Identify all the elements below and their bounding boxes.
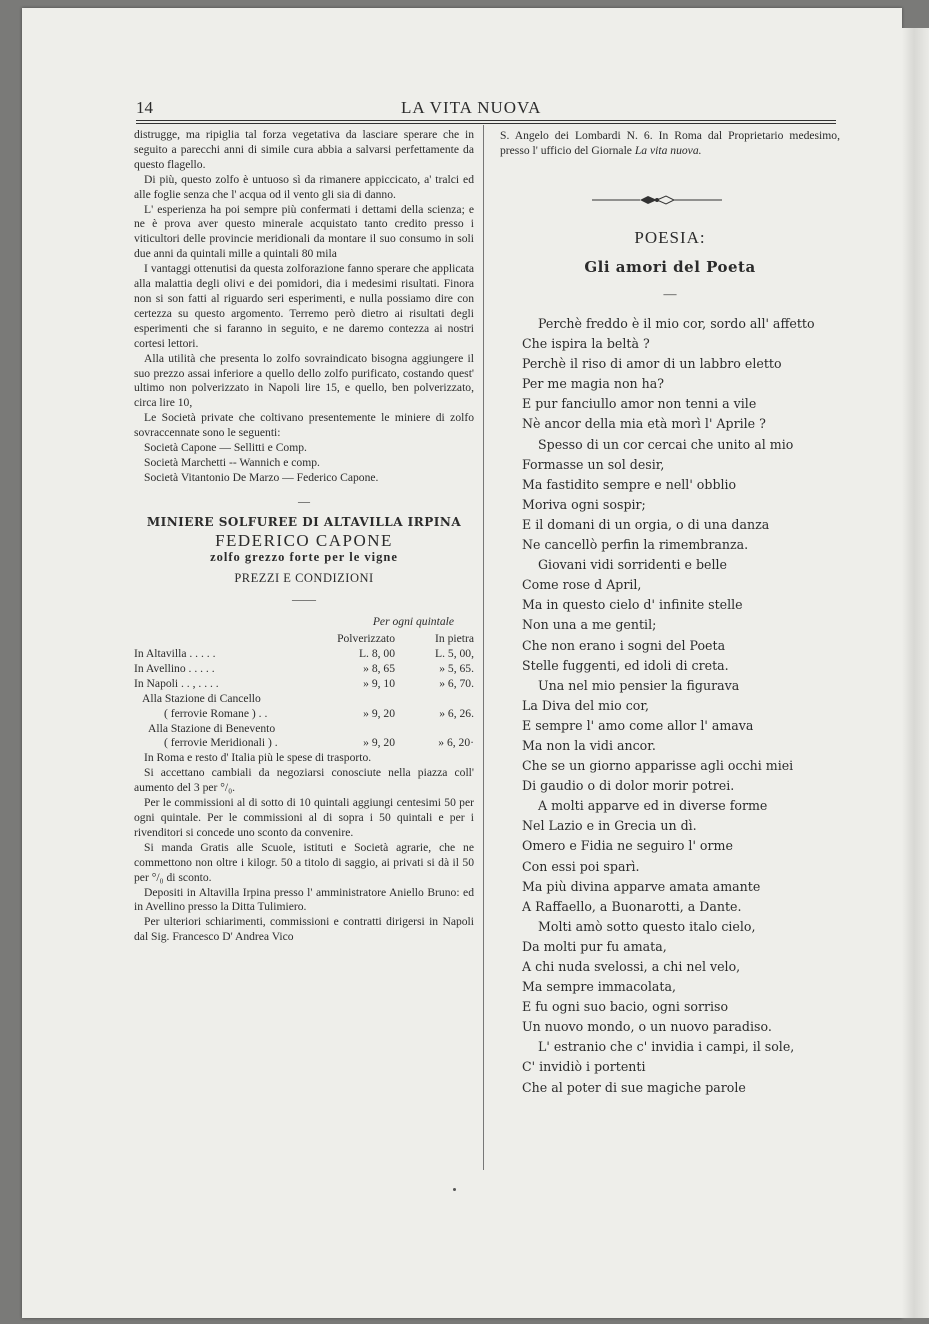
company-item: Società Capone — Sellitti e Comp. [144,441,307,455]
poem-verse: Stelle fuggenti, ed idoli di creta. [522,657,729,673]
table-row [134,707,474,722]
advert-product: zolfo grezzo forte per le vigne [210,550,398,565]
page-fold-shadow [902,28,929,1318]
poem-verse: L' estranio che c' invidia i campi, il sole, [538,1039,795,1055]
poem-verse: Ma in questo cielo d' infinite stelle [522,597,743,613]
poem-title: Gli amori del Poeta [584,258,756,276]
intro-journal-name: La vita nuova. [634,144,702,157]
company-item: Società Vitantonio De Marzo — Federico Capone. [144,470,379,484]
right-column [500,128,840,1095]
poem-verse: Moriva ogni sospir; [522,496,646,512]
place-cell: In Avellino . . . . . [134,661,215,675]
advert-prices-heading: PREZZI E CONDIZIONI [234,571,374,586]
table-row [134,692,474,707]
poem-verse: Molti amò sotto questo italo cielo, [538,918,756,934]
left-column [134,128,474,945]
place-cell: Alla Stazione di Benevento [148,721,276,735]
paragraph: Di più, questo zolfo è untuoso sì da rimanere appiccicato, a' tralci ed alle foglie senza che l' acqua od il vento gli sia di danno. [134,172,474,201]
powdered-cell: L. 8, 00 [358,647,396,660]
powdered-cell: » 9, 10 [363,676,396,690]
poem-verse: La Diva del mio cor, [522,697,650,713]
poem-verse: A chi nuda svelossi, a chi nel velo, [522,959,741,974]
poem-verse: A molti apparve ed in diverse forme [538,798,768,814]
table-row [134,677,474,692]
advert-title: MINIERE SOLFUREE DI ALTAVILLA IRPINA [146,514,462,529]
poem-verse: Come rose d April, [522,577,642,593]
ornament-divider-icon [592,194,722,206]
condition-paragraph: Per le commissioni al di sotto di 10 quintali aggiungi centesimi 50 per ogni quintale. Per le commissioni al di sopra i 50 quintali e per i rivenditori si concede uno sconto da convenire. [134,796,474,839]
poem-verse: Che ispira la beltà ? [522,336,650,352]
stone-cell: » 6, 26. [439,706,474,720]
paragraph: Le Società private che coltivano presentemente le miniere di zolfo sovraccennate sono le seguenti: [134,411,474,440]
poem-verse: Una nel mio pensier la figurava [538,677,740,693]
powdered-cell: » 8, 65 [363,661,396,675]
poem-verse: E fu ogni suo bacio, ogni sorriso [522,999,729,1015]
journal-title: LA VITA NUOVA [401,98,542,117]
poem-verse: Non una a me gentil; [522,617,657,633]
separator-dash: — [298,493,310,508]
stone-cell [403,722,474,737]
poem-verse: Ma sempre immacolata, [522,979,676,995]
paragraph: Alla utilità che presenta lo zolfo sovraindicato bisogna aggiungere il suo prezzo assai inferiore a quello dello zolfo purificato, costando quest' ultimo non polverizzato in Napoli lire 15, e quello, ben polverizzato, circa lire 10, [134,351,474,410]
column-divider [483,125,484,1170]
company-item: Società Marchetti -- Wannich e comp. [144,455,320,469]
paragraph: L' esperienza ha poi sempre più confermati i dettami della scienza; e ne è prova aver questo minerale acquistato tanto credito presso i viticultori delle provincie meridionali da montare il suo consumo in soli due anni da quintali mille a quintali 80 mila [134,202,474,261]
condition-paragraph: Depositi in Altavilla Irpina presso l' amministratore Aniello Bruno: ed in Avellino presso la Ditta Tulimiero. [134,885,474,914]
intro-text: S. Angelo dei Lombardi N. 6. In Roma dal Proprietario medesimo, presso l' ufficio del Giornale [500,129,840,157]
stone-cell: L. 5, 00, [435,647,474,660]
poem-verse: Ma più divina apparve amata amante [522,878,761,894]
table-row [134,662,474,677]
poem-verse: Da molti pur fu amata, [522,938,667,954]
poem-verse: Spesso di un cor cercai che unito al mio [538,436,794,452]
per-quintal-label: Per ogni quintale [372,615,454,629]
place-cell: In Napoli . . , . . . . [134,676,219,690]
poem-verse: Nel Lazio e in Grecia un dì. [522,818,697,834]
place-cell: ( ferrovie Romane ) . . [164,706,268,720]
page-header [136,90,836,120]
poem-verse: E sempre l' amo come allor l' amava [522,717,754,733]
condition-paragraph: Si manda Gratis alle Scuole, istituti e Società agrarie, che ne commettono non oltre i kilogr. 50 a titolo di saggio, ai privati si dà il 50 per °/₀ di sconto. [134,840,474,884]
place-cell: Alla Stazione di Cancello [142,691,261,705]
powdered-cell: » 9, 20 [363,706,396,720]
page-number: 14 [136,98,153,117]
paragraph: I vantaggi ottenutisi da questa zolforazione fanno sperare che applicata alla malattia degli olivi e dei pomidori, dia i medesimi risultati. Finora non si son fatti al riguardo seri esperimenti, e nulla possiamo dire con certezza su questo argomento. Terremo però dietro ai risultati degli esperimenti che si faranno in seguito, e ne daremo contezza ai nostri cortesi lettori. [134,262,474,350]
paragraph: distrugge, ma ripiglia tal forza vegetativa da lasciare sperare che in seguito a parecchi anni di simile cura abbia a salvarsi perfettamente da questo flagello. [134,128,474,171]
price-table [134,632,474,751]
table-row [134,647,474,662]
poem-verse: Con essi poi sparì. [522,858,640,874]
place-cell: In Altavilla . . . . . [134,647,216,660]
separator-dash: —— [292,592,316,607]
col-stone: In pietra [435,632,474,646]
poem-verse: Di gaudio o di dolor morir potrei. [522,778,735,794]
separator-dash: — [663,286,677,301]
poem-verse: Ma fastidito sempre e nell' obblio [522,476,737,492]
poem-verse: Che al poter di sue magiche parole [522,1079,746,1095]
poem-verse: E il domani di un orgia, o di una danza [522,516,770,532]
place-cell: ( ferrovie Meridionali ) . [164,736,278,750]
condition-paragraph: Per ulteriori schiarimenti, commissioni e contratti dirigersi in Napoli dal Sig. Francesco D' Andrea Vico [134,915,474,944]
col-powdered: Polverizzato [337,632,396,646]
table-row [134,722,474,737]
poem-verse: Che non erano i sogni del Poeta [522,637,726,653]
stone-cell [403,692,474,707]
intro-paragraph [500,128,840,158]
poem-verse: Formasse un sol desir, [522,456,665,472]
poem-verse: Nè ancor della mia età morì l' Aprile ? [522,416,766,432]
poem-verse: Ma non la vidi ancor. [522,737,656,753]
table-header-row [134,632,474,647]
poem-verse: Che se un giorno apparisse agli occhi miei [522,758,794,774]
table-row [134,736,474,751]
stone-cell: » 6, 20· [438,736,474,750]
stone-cell: » 5, 65. [439,661,474,675]
poem-verse: A Raffaello, a Buonarotti, a Dante. [522,898,742,914]
poem-verse: Ne cancellò perfin la rimembranza. [522,537,749,553]
advertisement [134,515,474,945]
poem-verse: Giovani vidi sorridenti e belle [538,557,727,573]
condition-paragraph: In Roma e resto d' Italia più le spese di trasporto. [144,751,372,765]
poem-verse: Un nuovo mondo, o un nuovo paradiso. [522,1019,772,1035]
poem-verse: E pur fanciullo amor non tenni a vile [522,396,757,412]
section-title: POESIA: [634,228,706,247]
print-speck [453,1188,456,1191]
powdered-cell: » 9, 20 [363,736,396,750]
header-rule [136,120,836,121]
powdered-cell [315,692,403,707]
poem-verse: Perchè freddo è il mio cor, sordo all' affetto [538,316,815,331]
condition-paragraph: Si accettano cambiali da negoziarsi conosciute nella piazza coll' aumento del 3 per °/₀. [134,766,474,795]
poem-verse: Per me magia non ha? [522,376,665,392]
poem-verse: Perchè il riso di amor di un labbro eletto [522,356,782,372]
poem-verse: Omero e Fidia ne seguiro l' orme [522,838,733,854]
advert-owner: FEDERICO CAPONE [215,530,393,550]
stone-cell: » 6, 70. [439,676,474,690]
poem-body [522,314,852,1098]
poem-verse: C' invidiò i portenti [522,1059,646,1075]
powdered-cell [315,722,403,737]
header-rule-thin [136,123,836,124]
